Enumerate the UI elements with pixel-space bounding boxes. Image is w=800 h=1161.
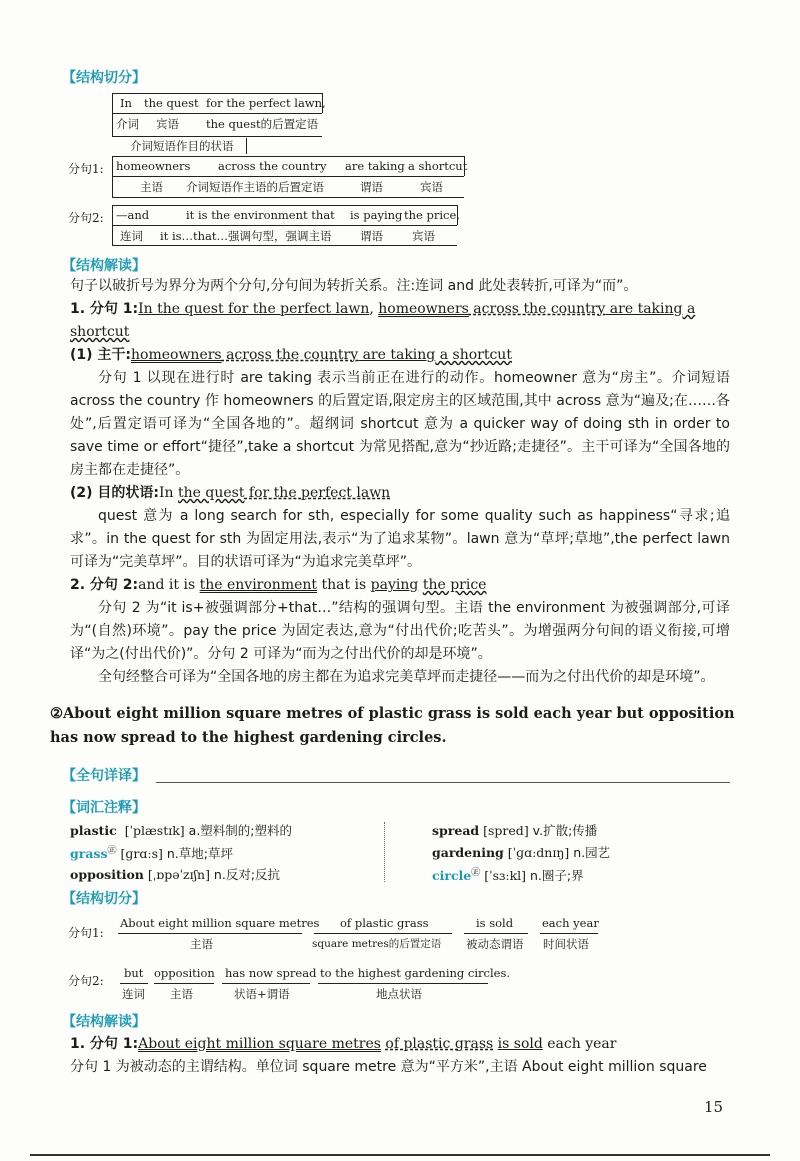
a2-c1-verb: is sold	[497, 1036, 543, 1052]
d2c2-sub-subject: 主语	[170, 987, 193, 1001]
a2-c1-subject: About eight million square metres	[138, 1036, 381, 1052]
structure-split-heading: 【结构切分】	[62, 70, 146, 86]
d1-sub-obj: 宾语	[156, 117, 179, 131]
d1c2-sub-emph: it is…that…强调句型，强调主语	[160, 229, 332, 243]
d1c2-it-is: it is the environment that	[186, 208, 335, 222]
clause2-heading-num: 2. 分句 2:	[70, 577, 139, 593]
a2-c1-adv: each year	[542, 1036, 617, 1052]
d2c2-verb: has now spread	[225, 966, 317, 980]
vocab-word: gardening	[432, 845, 504, 860]
d1-clause2-label: 分句2:	[68, 211, 104, 225]
clause2-explanation: 分句 2 为“it is+被强调部分+that…”结构的强调句型。主语 the environment 为被强调部分,可译为“(自然)环境”。pay the price 为固定表达,意为“付出代价;吃苦头”。为增强两分句间的语义衔接,可增译“为之(付出代价)”。分句 2 可译为“而为之付出代价的却是环境”。	[70, 600, 730, 662]
d1c2-sub-verb: 谓语	[360, 229, 383, 243]
main-explanation: 分句 1 以现在进行时 are taking 表示当前正在进行的动作。homeowner 意为“房主”。介词短语 across the country 作 homeowners 的后置定语,限定房主的区域范围,其中 across 意为“遍及;在……各处”,后置定语可译为“全国各地的”。超纲词 shortcut 意为 a quicker way of doing sth in order to save time or effort“捷径”,take a shortcut 为常见搭配,意为“抄近路;走捷径”。主干可译为“全国各地的房主都在走捷径”。	[70, 370, 730, 478]
d2c2-sub-conj: 连词	[122, 987, 145, 1001]
a2-clause1-heading	[70, 1033, 730, 1056]
d2c2-subject: opposition	[154, 966, 215, 980]
analysis-intro: 句子以破折号为界分为两个分句,分句间为转折关系。注:连词 and 此处表转折,可译为“而”。	[70, 278, 638, 294]
purpose-quest: the quest	[178, 485, 245, 501]
a2-c1-heading-num: 1. 分句 1:	[70, 1036, 139, 1052]
vocab-phon: ˈɡɑːdnɪŋ	[512, 845, 565, 860]
purpose-in: In	[159, 485, 179, 501]
vocab-separator	[384, 822, 387, 882]
purpose-explanation: quest 意为 a long search for sth, especially for some quality such as happiness“寻求;追求”。in the quest for sth 为固定用法,表示“为了追求某物”。lawn 意为“草坪;草地”,the perfect lawn 可译为“完美草坪”。目的状语可译为“为追求完美草坪”。	[70, 508, 730, 570]
d1c2-sub-obj: 宾语	[412, 229, 435, 243]
main-heading-num: (1) 主干:	[70, 347, 132, 363]
vocab-def: n.反对;反抗	[213, 867, 281, 882]
d1c1-sub-verb: 谓语	[360, 180, 383, 194]
c2-and-it-is: and it is	[138, 577, 200, 593]
vocab-item: spread [spred] v.扩散;传播	[432, 823, 598, 838]
c1-comma: ,	[369, 301, 379, 317]
d1-sub-prep: 介词	[116, 117, 139, 131]
high-frequency-mark: ㊣	[471, 868, 481, 878]
d1c2-and: —and	[116, 208, 150, 222]
d1c1-sub-subject: 主语	[140, 180, 163, 194]
d1-purpose-note: 介词短语作目的状语	[130, 139, 234, 153]
c2-object: the price	[422, 577, 487, 593]
main-verb: are taking	[358, 347, 436, 363]
c1-attr: across the country	[468, 301, 606, 317]
purpose-heading-num: (2) 目的状语:	[70, 485, 160, 501]
vocab-def: a.塑料制的;塑料的	[188, 823, 293, 838]
d1-the-quest: the quest	[144, 96, 199, 110]
d1c1-subject: homeowners	[116, 159, 191, 173]
translation-blank-line	[156, 782, 730, 783]
vocab-phon: ˈsɜːkl	[489, 868, 522, 884]
analysis-2-block	[70, 1033, 730, 1079]
d2c1-sub-verb: 被动态谓语	[466, 937, 524, 951]
high-frequency-mark: ㊣	[107, 846, 117, 856]
d1-sub-attr: the quest的后置定语	[206, 117, 319, 131]
example-2-sentence: ②About eight million square metres of plastic grass is sold each year but opposition has now spread to the highest gardening circles.	[50, 705, 735, 746]
d1-clause1-label: 分句1:	[68, 162, 104, 176]
vocab-phon: ɡrɑːs	[125, 846, 158, 862]
vocab-def: n.草地;草坪	[166, 846, 233, 862]
main-object: a shortcut	[435, 347, 512, 363]
d2c2-sub-verb: 状语+谓语	[234, 987, 290, 1001]
main-subject: homeowners	[131, 347, 222, 363]
d1c1-verb: are taking	[345, 159, 405, 173]
d2c1-verb: is sold	[476, 916, 514, 930]
vocab-word: circle	[432, 868, 472, 884]
d1-for-lawn: for the perfect lawn,	[206, 96, 326, 110]
d1c2-verb: is paying	[350, 208, 403, 222]
summary-translation: 全句经整合可译为“全国各地的房主都在为追求完美草坪而走捷径——而为之付出代价的却是环境”。	[98, 669, 715, 685]
d2c1-sub-adv: 时间状语	[543, 937, 589, 951]
vocab-word: plastic	[70, 823, 117, 838]
vocab-item: gardening [ˈɡɑːdnɪŋ] n.园艺	[432, 845, 611, 860]
vocab-item: opposition [ˌɒpəˈzɪʃn] n.反对;反抗	[70, 867, 281, 882]
d1c1-sub-attr: 介词短语作主语的后置定语	[186, 180, 324, 194]
vocab-def: n.园艺	[573, 845, 611, 860]
d2c1-attr: of plastic grass	[340, 916, 429, 930]
purpose-for: for the perfect lawn	[244, 485, 391, 501]
analysis-1-block	[70, 275, 730, 689]
vocab-item: plastic [ˈplæstɪk] a.塑料制的;塑料的	[70, 823, 293, 838]
clause1-heading	[70, 298, 730, 344]
d1c1-attr: across the country	[218, 159, 327, 173]
c2-subject: the environment	[199, 577, 318, 593]
d2-clause1-label: 分句1:	[68, 926, 104, 940]
bottom-rule	[30, 1154, 770, 1156]
page-number: 15	[704, 1098, 724, 1116]
d1c1-sub-obj: 宾语	[420, 180, 443, 194]
vocab-heading: 【词汇注释】	[62, 800, 146, 816]
c1-subject: homeowners	[378, 301, 469, 317]
d1c2-obj: the price.	[404, 208, 460, 222]
full-translation-heading: 【全句详译】	[62, 768, 146, 784]
structure-split-heading-2: 【结构切分】	[62, 891, 146, 907]
vocab-def: v.扩散;传播	[532, 823, 598, 838]
d2c2-sub-place: 地点状语	[376, 987, 422, 1001]
vocab-word: grass	[70, 846, 108, 862]
c2-that-is: that is	[317, 577, 371, 593]
vocab-word: opposition	[70, 867, 144, 882]
structure-analysis-heading: 【结构解读】	[62, 258, 146, 274]
d1c2-sub-conj: 连词	[120, 229, 143, 243]
main-attr: across the country	[221, 347, 359, 363]
c2-verb: paying	[370, 577, 419, 593]
d1c1-object: a shortcut	[408, 159, 468, 173]
vocab-phon: ˈplæstɪk	[129, 823, 180, 838]
vocab-item: circle㊣ [ˈsɜːkl] n.圈子;界	[432, 868, 584, 884]
d2c1-sub-subject: 主语	[190, 937, 213, 951]
c1-verb: are taking	[605, 301, 683, 317]
d2c2-place: to the highest gardening circles.	[320, 966, 511, 980]
a2-c1-attr: of plastic grass	[385, 1036, 494, 1052]
vocab-item: grass㊣ [ɡrɑːs] n.草地;草坪	[70, 846, 233, 862]
clause1-heading-num: 1. 分句 1:	[70, 301, 139, 317]
structure-analysis-heading-2: 【结构解读】	[62, 1014, 146, 1030]
vocab-phon: spred	[488, 823, 524, 838]
c1-purpose-phrase: In the quest for the perfect lawn	[138, 301, 370, 317]
d1-in: In	[120, 96, 132, 110]
d2c1-subject: About eight million square metres	[120, 916, 320, 930]
vocab-phon: ˌɒpəˈzɪʃn	[152, 867, 206, 882]
clause2-heading	[70, 574, 730, 597]
d2c1-sub-attr: square metres的后置定语	[312, 938, 442, 950]
d2c2-but: but	[124, 966, 144, 980]
main-heading	[70, 344, 730, 367]
c1-object: a shortcut	[70, 301, 696, 340]
vocab-def: n.圈子;界	[530, 868, 584, 884]
vocab-word: spread	[432, 823, 480, 838]
purpose-heading	[70, 482, 730, 505]
a2-clause1-explanation: 分句 1 为被动态的主谓结构。单位词 square metre 意为“平方米”,主语 About eight million square	[70, 1059, 707, 1075]
d2-clause2-label: 分句2:	[68, 974, 104, 988]
d2c1-adv: each year	[542, 916, 599, 930]
